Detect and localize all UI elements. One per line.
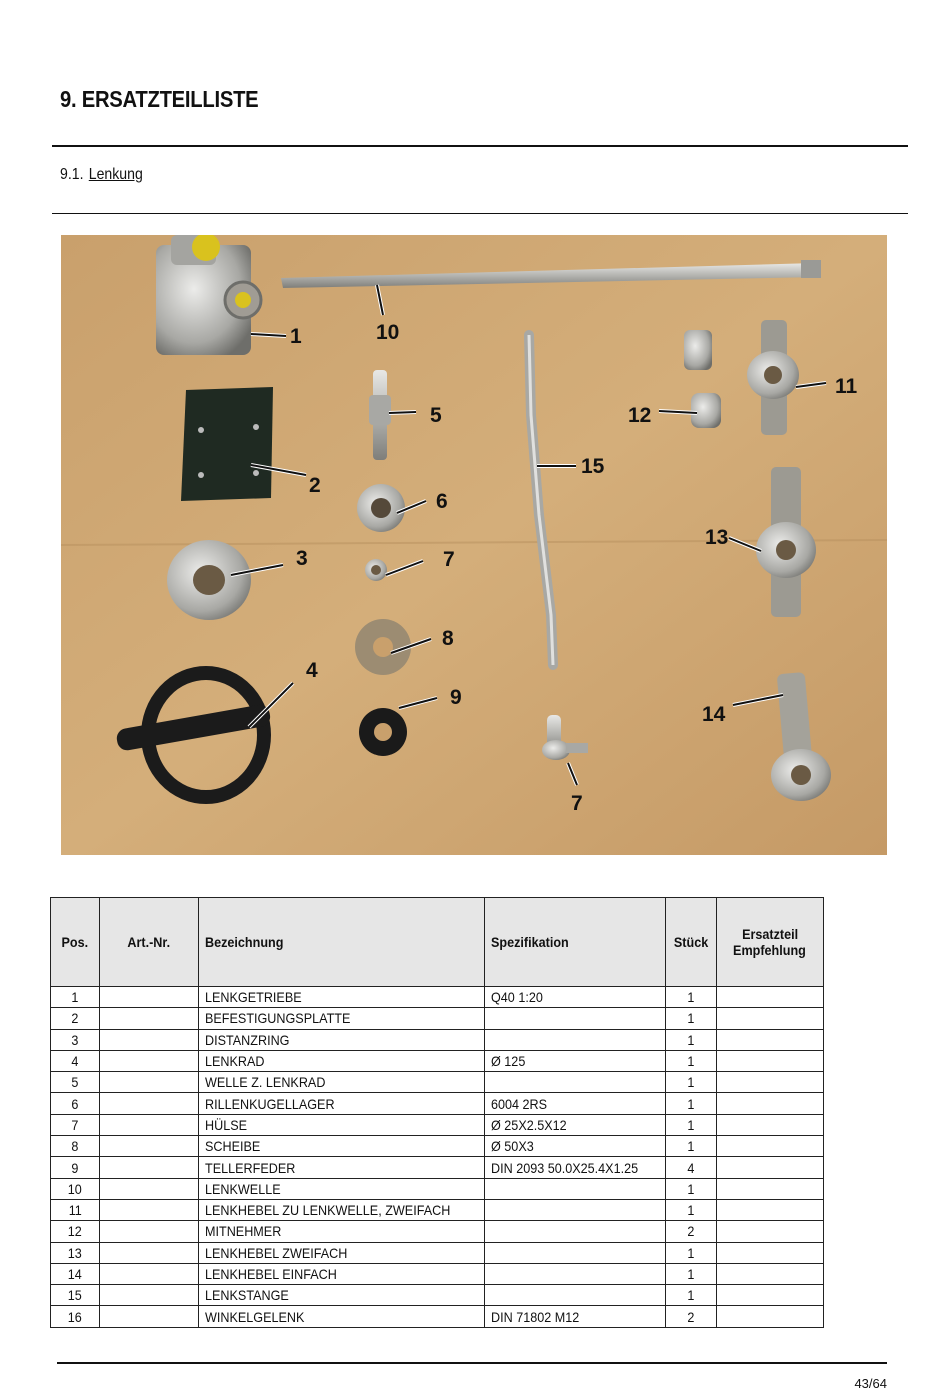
cell-art-nr [100,1263,199,1284]
cell-pos: 12 [51,1221,100,1242]
cell-pos: 14 [51,1263,100,1284]
cell-bezeichnung: WELLE Z. LENKRAD [199,1072,485,1093]
cell-pos: 11 [51,1199,100,1220]
header-bezeichnung: Bezeichnung [199,898,485,987]
footer-divider [57,1362,887,1364]
cell-ersatzteil [716,1029,823,1050]
table-row [51,1136,824,1157]
cell-bezeichnung: LENKHEBEL ZWEIFACH [199,1242,485,1263]
cell-spezifikation [484,1199,665,1220]
callout-14: 14 [702,703,726,726]
cell-art-nr [100,1242,199,1263]
cell-stueck: 1 [665,1029,716,1050]
header-ersatzteil: Ersatzteil Empfehlung [716,898,823,987]
table-row [51,1157,824,1178]
cell-pos: 4 [51,1050,100,1071]
cell-stueck: 1 [665,1136,716,1157]
cell-art-nr [100,1285,199,1306]
mounting-plate-part [181,387,273,501]
section-number: 9.1. [60,166,84,183]
callout-8: 8 [442,627,454,650]
cell-ersatzteil [716,1072,823,1093]
table-row [51,987,824,1008]
cell-spezifikation [484,1263,665,1284]
cell-art-nr [100,1093,199,1114]
cell-art-nr [100,1157,199,1178]
cell-art-nr [100,1029,199,1050]
cell-pos: 7 [51,1114,100,1135]
spacer-ring-part [167,540,251,620]
cell-ersatzteil [716,1136,823,1157]
section-divider [52,213,908,214]
cell-bezeichnung: LENKWELLE [199,1178,485,1199]
cell-spezifikation [484,1178,665,1199]
section-heading [60,166,143,184]
cell-stueck: 1 [665,1072,716,1093]
cell-stueck: 1 [665,1263,716,1284]
cell-bezeichnung: HÜLSE [199,1114,485,1135]
cell-stueck: 1 [665,1050,716,1071]
cell-spezifikation: Ø 50X3 [484,1136,665,1157]
cell-stueck: 1 [665,1199,716,1220]
table-row [51,1199,824,1220]
cell-bezeichnung: MITNEHMER [199,1221,485,1242]
cell-spezifikation: Ø 25X2.5X12 [484,1114,665,1135]
callout-7: 7 [443,548,455,571]
cell-spezifikation [484,1008,665,1029]
cell-spezifikation [484,1072,665,1093]
callout-9: 9 [450,686,462,709]
cell-bezeichnung: LENKHEBEL ZU LENKWELLE, ZWEIFACH [199,1199,485,1220]
callout-12: 12 [628,404,652,427]
callout-11: 11 [835,375,858,398]
callout-6: 6 [436,490,448,513]
cell-bezeichnung: WINKELGELENK [199,1306,485,1327]
cell-art-nr [100,1050,199,1071]
cell-pos: 9 [51,1157,100,1178]
cell-spezifikation: Q40 1:20 [484,987,665,1008]
cell-pos: 13 [51,1242,100,1263]
title-divider [52,145,908,147]
table-row [51,1050,824,1071]
cell-spezifikation [484,1285,665,1306]
table-row [51,1029,824,1050]
cell-pos: 3 [51,1029,100,1050]
cell-pos: 5 [51,1072,100,1093]
parts-table [50,897,824,1328]
cell-ersatzteil [716,1114,823,1135]
table-header-row [51,898,824,987]
callout-15: 15 [581,455,605,478]
callout-3: 3 [296,547,308,570]
table-row [51,1072,824,1093]
cell-stueck: 1 [665,1114,716,1135]
cell-stueck: 1 [665,1242,716,1263]
cell-pos: 8 [51,1136,100,1157]
cell-art-nr [100,1178,199,1199]
table-row [51,1008,824,1029]
cell-art-nr [100,1008,199,1029]
header-stueck: Stück [665,898,716,987]
cell-art-nr [100,1199,199,1220]
cell-art-nr [100,987,199,1008]
table-row [51,1178,824,1199]
callout-1: 1 [290,325,302,348]
cell-bezeichnung: DISTANZRING [199,1029,485,1050]
cell-pos: 2 [51,1008,100,1029]
cell-ersatzteil [716,1178,823,1199]
cell-ersatzteil [716,1263,823,1284]
cell-pos: 10 [51,1178,100,1199]
cell-ersatzteil [716,1093,823,1114]
cell-spezifikation [484,1221,665,1242]
header-pos: Pos. [51,898,100,987]
cell-spezifikation: 6004 2RS [484,1093,665,1114]
callout-10: 10 [376,321,400,344]
callout-5: 5 [430,404,442,427]
cell-stueck: 1 [665,987,716,1008]
cell-ersatzteil [716,1157,823,1178]
table-row [51,1093,824,1114]
cell-art-nr [100,1221,199,1242]
cell-pos: 16 [51,1306,100,1327]
cell-stueck: 1 [665,1285,716,1306]
page-number: 43/64 [854,1376,887,1391]
parts-photo [61,235,887,855]
disc-spring-part [359,708,407,756]
cell-stueck: 4 [665,1157,716,1178]
table-row [51,1242,824,1263]
header-art-nr: Art.-Nr. [100,898,199,987]
cell-art-nr [100,1114,199,1135]
cell-spezifikation: DIN 71802 M12 [484,1306,665,1327]
cell-art-nr [100,1136,199,1157]
cell-bezeichnung: SCHEIBE [199,1136,485,1157]
cell-spezifikation: DIN 2093 50.0X25.4X1.25 [484,1157,665,1178]
callout-13: 13 [705,526,729,549]
cell-ersatzteil [716,1242,823,1263]
cell-bezeichnung: TELLERFEDER [199,1157,485,1178]
cell-ersatzteil [716,1008,823,1029]
cell-bezeichnung: LENKRAD [199,1050,485,1071]
cell-pos: 1 [51,987,100,1008]
cell-ersatzteil [716,1221,823,1242]
cell-bezeichnung: LENKGETRIEBE [199,987,485,1008]
cell-art-nr [100,1306,199,1327]
sleeve-part [365,559,387,581]
cell-bezeichnung: LENKSTANGE [199,1285,485,1306]
cell-spezifikation [484,1029,665,1050]
cell-ersatzteil [716,1199,823,1220]
cell-spezifikation [484,1242,665,1263]
cell-stueck: 1 [665,1178,716,1199]
cell-pos: 6 [51,1093,100,1114]
table-row [51,1114,824,1135]
cell-bezeichnung: RILLENKUGELLAGER [199,1093,485,1114]
page-title: 9. ERSATZTEILLISTE [60,86,259,112]
callout-2: 2 [309,474,321,497]
gearbox-part [156,235,261,355]
cell-bezeichnung: LENKHEBEL EINFACH [199,1263,485,1284]
table-row [51,1285,824,1306]
callout-4: 4 [306,659,318,682]
callout-7-joint: 7 [571,792,583,815]
cell-spezifikation: Ø 125 [484,1050,665,1071]
cell-stueck: 1 [665,1008,716,1029]
cell-stueck: 2 [665,1221,716,1242]
cell-art-nr [100,1072,199,1093]
ball-bearing-part [357,484,405,532]
section-label: Lenkung [88,166,143,183]
cell-ersatzteil [716,1285,823,1306]
cell-ersatzteil [716,1306,823,1327]
cell-ersatzteil [716,987,823,1008]
cell-stueck: 1 [665,1093,716,1114]
cell-pos: 15 [51,1285,100,1306]
cell-bezeichnung: BEFESTIGUNGSPLATTE [199,1008,485,1029]
cell-stueck: 2 [665,1306,716,1327]
cell-ersatzteil [716,1050,823,1071]
table-row [51,1221,824,1242]
table-row [51,1306,824,1327]
table-row [51,1263,824,1284]
header-spezifikation: Spezifikation [484,898,665,987]
